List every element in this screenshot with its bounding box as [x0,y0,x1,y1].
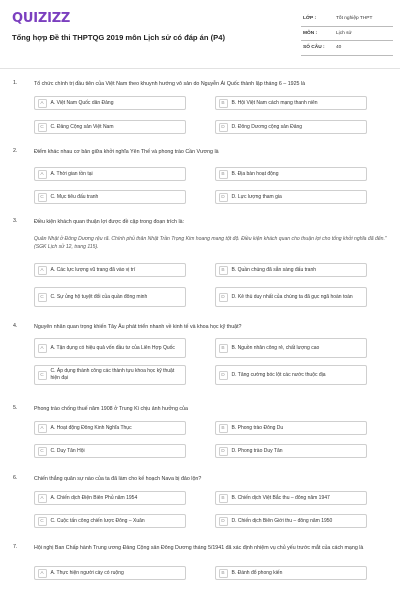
option-b[interactable] [215,167,367,181]
option-b[interactable] [215,566,367,580]
option-d[interactable] [215,190,367,204]
meta-value: Lịch sử [336,30,352,36]
option-text: A. Hoạt động Đông Kinh Nghĩa Thục [50,424,132,431]
option-c[interactable] [34,514,186,528]
option-letter: A [38,99,47,108]
option-text: B. Nguồn nhân công rẻ, chất lượng cao [231,344,320,351]
option-letter: C [38,447,47,456]
option-text: A. Chiến dịch Điện Biên Phủ năm 1954 [50,494,138,501]
option-text: B. Phong trào Đông Du [231,424,284,431]
page-header [0,0,400,66]
meta-label: SỐ CÂU : [303,45,325,51]
option-a[interactable] [34,167,186,181]
option-text: B. Chiến dịch Việt Bắc thu – đông năm 1947 [231,494,330,501]
meta-value: Tốt nghiệp THPT [336,16,373,22]
option-letter: D [219,193,228,202]
option-d[interactable] [215,365,367,385]
meta-box [301,12,393,56]
option-letter: C [38,293,47,302]
option-text: A. Việt Nam Quốc dân Đảng [50,99,114,106]
option-c[interactable] [34,190,186,204]
question-number: 3. [13,218,18,224]
question-number: 2. [13,148,18,154]
question-text: Chiến thắng quân sự nào của ta đã làm cho kế hoạch Nava bị đảo lộn? [34,476,202,482]
option-letter: A [38,266,47,275]
option-d[interactable] [215,514,367,528]
meta-row-count [301,41,393,56]
option-text: C. Sự ủng hộ tuyệt đối của quần đông minh [50,293,148,300]
question-text: Nguyên nhân quan trọng khiến Tây Âu phát triển nhanh về kinh tế và khoa học kỹ thuật? [34,324,242,330]
option-c[interactable] [34,444,186,458]
option-letter: C [38,193,47,202]
option-letter: A [38,494,47,503]
option-letter: B [219,170,228,179]
question-text: Tổ chức chính trị đầu tiên của Việt Nam theo khuynh hướng vô sản do Nguyễn Ái Quốc thành lập tháng 6 – 1925 là [34,81,306,87]
option-letter: C [38,123,47,132]
option-d[interactable] [215,120,367,134]
option-letter: B [219,99,228,108]
option-text: D. Phong trào Duy Tân [231,447,283,454]
option-text: A. Thực hiện người cày có ruộng [50,569,124,576]
option-text: A. Tận dụng có hiệu quả vốn đầu tư của Liên Hợp Quốc [50,344,175,351]
option-text: C. Duy Tân Hội [50,447,85,454]
option-letter: A [38,344,47,353]
question-number: 6. [13,475,18,481]
option-text: B. Quần chúng đã sẵn sàng đấu tranh [231,266,317,273]
option-letter: D [219,293,228,302]
brand-logo: QUIZIZZ [12,11,71,26]
question-text: Điểm khác nhau cơ bản giữa khởi nghĩa Yên Thế và phong trào Cần Vương là [34,149,219,155]
option-text: C. Cuộc tấn công chiến lược Đông – Xuân [50,517,145,524]
option-letter: B [219,344,228,353]
option-letter: A [38,569,47,578]
option-c[interactable] [34,365,186,385]
option-letter: B [219,569,228,578]
header-divider [0,68,400,69]
option-text: B. Hội Việt Nam cách mạng thanh niên [231,99,318,106]
option-letter: A [38,170,47,179]
option-text: A. Các lực lượng vũ trang đã vào vị trí [50,266,136,273]
question-text: Phong trào chống thuế năm 1908 ở Trung Kì chịu ảnh hưởng của [34,406,188,412]
option-text: D. Tăng cường bóc lột các nước thuộc địa [231,371,326,378]
meta-label: MÔN : [303,30,318,36]
question-number: 7. [13,544,18,550]
option-text: C. Áp dụng thành công các thành tựu khoa học kỹ thuật hiện đại [50,368,175,381]
option-a[interactable] [34,491,186,505]
question-number: 1. [13,80,18,86]
option-text: D. Lực lượng tham gia [231,193,282,200]
option-c[interactable] [34,287,186,307]
option-text: D. Đông Dương cộng sản Đảng [231,123,303,130]
option-text: A. Thời gian tồn tại [50,170,93,177]
meta-row-subject [301,27,393,42]
option-a[interactable] [34,96,186,110]
option-text: C. Mục tiêu đấu tranh [50,193,99,200]
option-b[interactable] [215,96,367,110]
option-letter: B [219,424,228,433]
page-title: Tổng hợp Đề thi THPTQG 2019 môn Lịch sử có đáp án (P4) [12,33,225,42]
option-b[interactable] [215,491,367,505]
option-text: B. Địa bàn hoạt động [231,170,279,177]
option-b[interactable] [215,263,367,277]
option-letter: B [219,494,228,503]
question-number: 4. [13,323,18,329]
question-number: 5. [13,405,18,411]
option-text: D. Chiến dịch Biên Giới thu – đông năm 1950 [231,517,333,524]
meta-row-class [301,12,393,27]
meta-value: 40 [336,45,342,51]
meta-label: LỚP : [303,16,317,22]
option-letter: D [219,371,228,380]
option-letter: D [219,447,228,456]
question-text: Điều kiện khách quan thuận lợi được đề cập trong đoạn trích là: [34,219,185,225]
option-letter: A [38,424,47,433]
option-letter: C [38,517,47,526]
option-letter: D [219,123,228,132]
option-b[interactable] [215,338,367,358]
option-letter: D [219,517,228,526]
option-a[interactable] [34,421,186,435]
option-d[interactable] [215,444,367,458]
question-text: Hội nghị Ban Chấp hành Trung ương Đảng Cộng sản Đông Dương tháng 5/1941 đã xác định nhiệm vụ chủ yếu trước mắt của cách mạng là [34,545,364,551]
option-b[interactable] [215,421,367,435]
question-quote: Quân Nhật ở Đông Dương rệu rã. Chính phủ thân Nhật Trần Trọng Kim hoang mang tột độ. Điều kiện khách quan cho thuận lợi cho tổng khởi nghĩa đã đến." (SGK Lịch sử 12, trang 115). [34,236,387,251]
option-a[interactable] [34,338,186,358]
option-text: B. Đánh đổ phong kiến [231,569,283,576]
option-c[interactable] [34,120,186,134]
option-a[interactable] [34,566,186,580]
option-d[interactable] [215,287,367,307]
option-a[interactable] [34,263,186,277]
option-letter: C [38,371,47,380]
option-letter: B [219,266,228,275]
option-text: D. Kẻ thù duy nhất của chúng ta đã gục ngã hoàn toàn [231,293,353,300]
option-text: C. Đảng Cộng sản Việt Nam [50,123,114,130]
